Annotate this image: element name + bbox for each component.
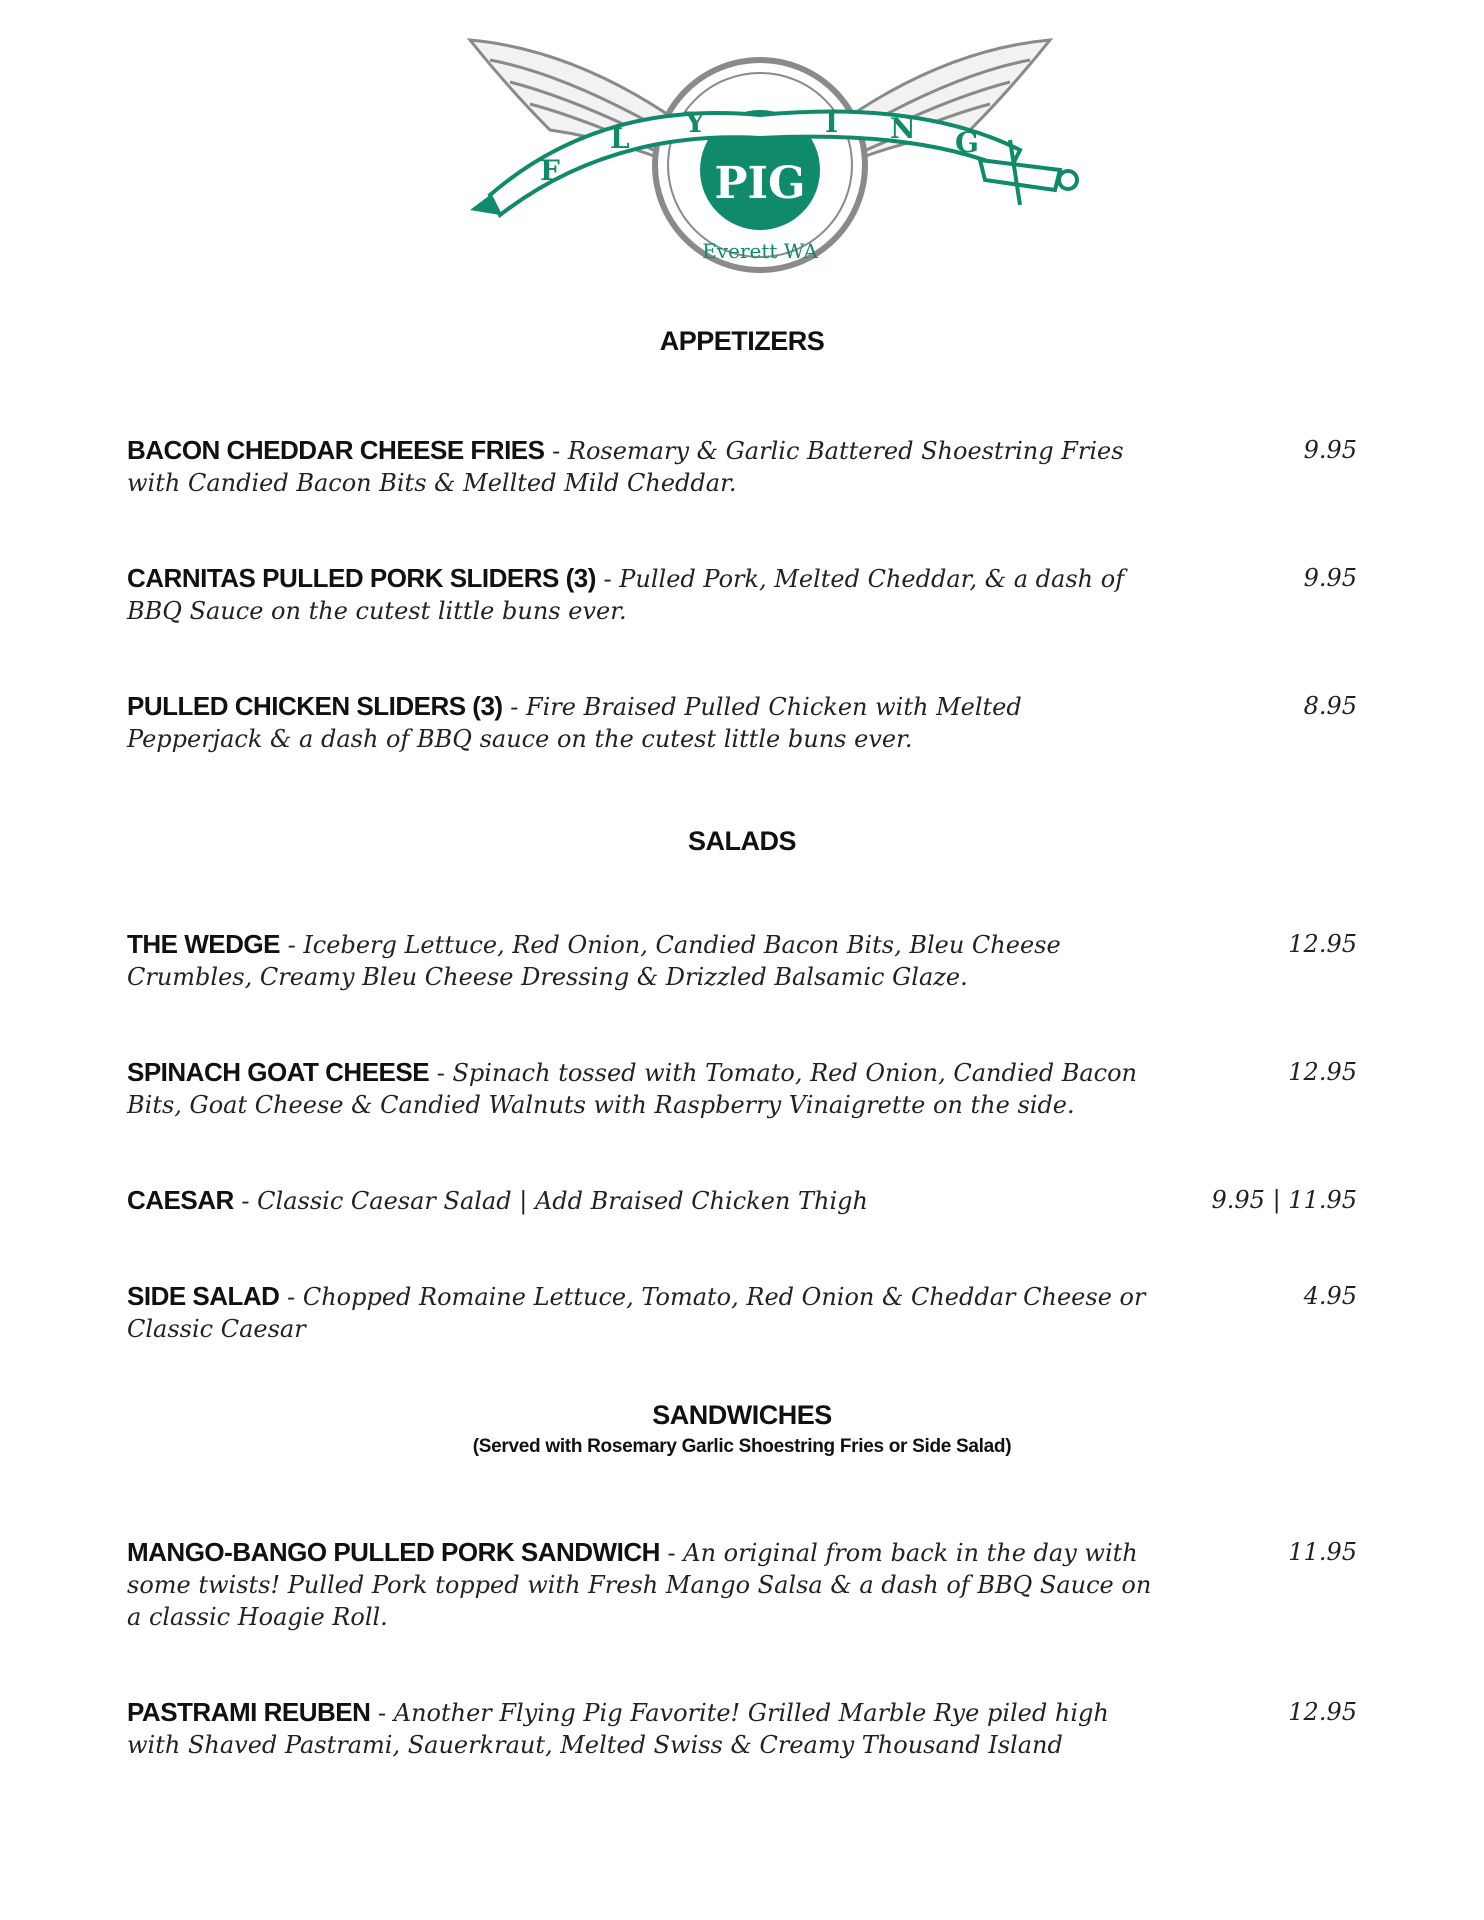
item-separator: - <box>502 693 526 721</box>
item-separator: - <box>659 1539 684 1567</box>
menu-item <box>127 1280 1357 1345</box>
winged-logo-icon <box>400 20 1120 300</box>
logo-letter: F <box>540 154 560 187</box>
menu-item <box>127 928 1357 993</box>
item-name: SIDE SALAD <box>127 1281 280 1311</box>
logo-monogram: PIG <box>714 158 806 209</box>
item-price: 9.95 | 11.95 <box>1211 1186 1357 1214</box>
item-name: SPINACH GOAT CHEESE <box>127 1057 430 1087</box>
menu-item <box>127 1184 1357 1217</box>
item-description: Fire Braised Pulled Chicken with Melted Pepperjack & a dash of BBQ sauce on the cutest little buns ever. <box>127 693 1022 753</box>
item-description: Classic Caesar Salad | Add Braised Chicken Thigh <box>257 1187 868 1215</box>
logo-letter: N <box>890 112 916 145</box>
item-separator: - <box>279 931 304 959</box>
item-description: Spinach tossed with Tomato, Red Onion, Candied Bacon Bits, Goat Cheese & Candied Walnuts with Raspberry Vinaigrette on the side. <box>127 1059 1137 1119</box>
menu-item <box>127 1696 1357 1761</box>
item-separator: - <box>370 1699 394 1727</box>
item-name: CAESAR <box>127 1185 234 1215</box>
menu-item <box>127 1536 1357 1633</box>
logo-letter: Y <box>685 106 705 139</box>
item-price: 9.95 <box>1303 436 1357 464</box>
item-separator: - <box>429 1059 453 1087</box>
item-price: 11.95 <box>1288 1538 1357 1566</box>
item-price: 8.95 <box>1303 692 1357 720</box>
logo-letter: I <box>825 106 839 139</box>
section-title-sandwiches: SANDWICHES <box>652 1400 832 1430</box>
item-name: PULLED CHICKEN SLIDERS (3) <box>127 691 503 721</box>
item-description: An original from back in the day with some twists! Pulled Pork topped with Fresh Mango Salsa & a dash of BBQ Sauce on a classic Hoagie Roll. <box>127 1539 1152 1631</box>
item-description: Chopped Romaine Lettuce, Tomato, Red Onion & Cheddar Cheese or Classic Caesar <box>127 1283 1146 1343</box>
flying-pig-logo <box>400 20 1120 300</box>
item-description: Rosemary & Garlic Battered Shoestring Fries with Candied Bacon Bits & Mellted Mild Cheddar. <box>127 437 1124 497</box>
menu-item <box>127 1056 1357 1121</box>
item-name: CARNITAS PULLED PORK SLIDERS (3) <box>127 563 596 593</box>
item-separator: - <box>595 565 620 593</box>
item-name: BACON CHEDDAR CHEESE FRIES <box>127 435 545 465</box>
item-separator: - <box>544 437 568 465</box>
item-price: 4.95 <box>1303 1282 1357 1310</box>
logo-letter: G <box>955 126 979 159</box>
item-name: PASTRAMI REUBEN <box>127 1697 371 1727</box>
menu-item <box>127 434 1357 499</box>
item-price: 12.95 <box>1288 1698 1357 1726</box>
item-name: MANGO-BANGO PULLED PORK SANDWICH <box>127 1537 660 1567</box>
item-description: Pulled Pork, Melted Cheddar, & a dash of BBQ Sauce on the cutest little buns ever. <box>127 565 1125 625</box>
section-subtitle-sandwiches: (Served with Rosemary Garlic Shoestring Fries or Side Salad) <box>472 1436 1012 1457</box>
item-description: Another Flying Pig Favorite! Grilled Marble Rye piled high with Shaved Pastrami, Sauerkraut, Melted Swiss & Creamy Thousand Island <box>127 1699 1109 1759</box>
menu-item <box>127 562 1357 627</box>
item-separator: - <box>233 1187 258 1215</box>
item-separator: - <box>279 1283 303 1311</box>
section-title-appetizers: APPETIZERS <box>659 326 825 356</box>
section-title-salads: SALADS <box>687 826 796 856</box>
item-price: 9.95 <box>1303 564 1357 592</box>
item-price: 12.95 <box>1288 1058 1357 1086</box>
logo-letter: L <box>610 122 630 155</box>
item-price: 12.95 <box>1288 930 1357 958</box>
item-name: THE WEDGE <box>127 929 280 959</box>
item-description: Iceberg Lettuce, Red Onion, Candied Bacon Bits, Bleu Cheese Crumbles, Creamy Bleu Cheese Dressing & Drizzled Balsamic Glaze. <box>127 931 1061 991</box>
menu-item <box>127 690 1357 755</box>
logo-location: Everett WA <box>702 239 818 263</box>
